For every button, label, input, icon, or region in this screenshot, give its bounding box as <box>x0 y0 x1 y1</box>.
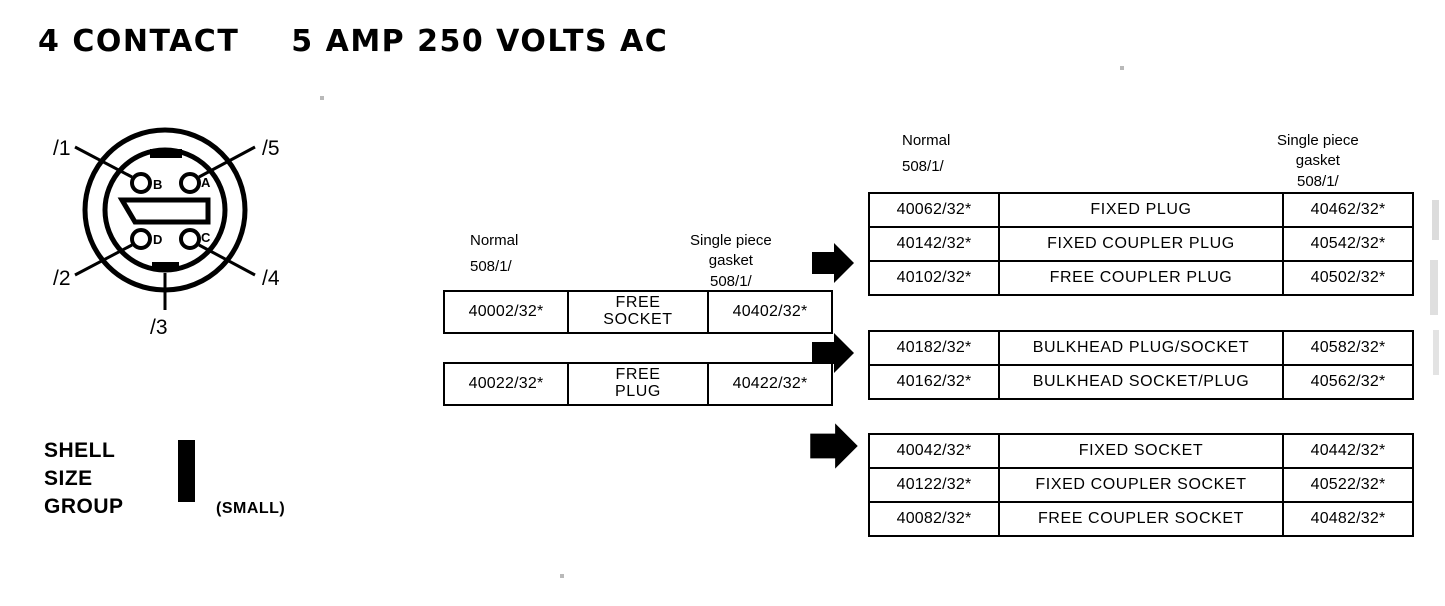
free-plug-desc-line2: PLUG <box>615 383 661 400</box>
right-single-code: 508/1/ <box>1297 172 1339 190</box>
socket-row-1-normal: 40122/32* <box>869 468 999 502</box>
table-row <box>444 291 832 333</box>
plug-row-2-single: 40502/32* <box>1283 261 1413 295</box>
svg-text:/4: /4 <box>262 267 280 290</box>
table-row <box>869 261 1413 295</box>
bulkhead-row-0-normal: 40182/32* <box>869 331 999 365</box>
shell-size-note: (SMALL) <box>216 500 286 517</box>
svg-text:/3: /3 <box>150 316 168 339</box>
bulkhead-row-1-normal: 40162/32* <box>869 365 999 399</box>
scan-artifact <box>1432 200 1439 240</box>
shell-line-3: GROUP <box>44 494 124 518</box>
plug-row-1-normal: 40142/32* <box>869 227 999 261</box>
svg-text:D: D <box>153 232 163 247</box>
right-normal-label: Normal <box>902 132 951 149</box>
title-part-rating: 5 AMP 250 VOLTS AC <box>291 24 669 59</box>
free-plug-table <box>443 362 833 406</box>
scan-artifact <box>560 574 564 578</box>
plugs-table <box>868 192 1414 296</box>
arrow-to-bulkhead-icon <box>810 330 856 376</box>
plug-row-1-desc: FIXED COUPLER PLUG <box>999 227 1283 261</box>
plug-row-2-desc: FREE COUPLER PLUG <box>999 261 1283 295</box>
bulkhead-row-1-single: 40562/32* <box>1283 365 1413 399</box>
connector-svg <box>40 105 370 355</box>
shell-line-1: SHELL <box>44 439 116 462</box>
table-row <box>444 363 832 405</box>
page-title <box>38 24 668 59</box>
plug-row-0-desc: FIXED PLUG <box>999 193 1283 227</box>
right-single-gasket-header <box>1277 131 1359 192</box>
middle-normal-code: 508/1/ <box>470 258 512 276</box>
socket-row-1-single: 40522/32* <box>1283 468 1413 502</box>
socket-row-0-desc: FIXED SOCKET <box>999 434 1283 468</box>
middle-single-gasket-header <box>690 231 772 292</box>
middle-normal-header <box>470 231 518 278</box>
middle-normal-label: Normal <box>470 232 519 249</box>
title-part-contact: 4 CONTACT <box>38 24 240 59</box>
plug-row-0-single: 40462/32* <box>1283 193 1413 227</box>
table-row <box>869 227 1413 261</box>
shell-line-2: SIZE <box>44 466 93 490</box>
connector-face-diagram <box>40 105 370 355</box>
table-row <box>869 365 1413 399</box>
svg-text:B: B <box>153 177 163 192</box>
free-socket-desc <box>568 291 708 333</box>
bulkhead-row-1-desc: BULKHEAD SOCKET/PLUG <box>999 365 1283 399</box>
scan-artifact <box>320 96 324 100</box>
arrow-to-plugs-icon <box>810 240 856 286</box>
svg-text:/5: /5 <box>262 137 280 160</box>
scan-artifact <box>1120 66 1124 70</box>
free-plug-desc-line1: FREE <box>615 366 661 384</box>
free-socket-normal-code: 40002/32* <box>444 291 568 333</box>
right-single-label: Single piece <box>1277 132 1359 149</box>
shell-size-bar-icon <box>178 440 195 502</box>
middle-single-label2: gasket <box>708 252 753 270</box>
free-plug-single-code: 40422/32* <box>708 363 832 405</box>
middle-single-code: 508/1/ <box>710 272 752 290</box>
middle-single-label: Single piece <box>690 232 772 249</box>
socket-row-0-single: 40442/32* <box>1283 434 1413 468</box>
scan-artifact <box>1430 260 1438 315</box>
table-row <box>869 193 1413 227</box>
plug-row-2-normal: 40102/32* <box>869 261 999 295</box>
bulkhead-row-0-desc: BULKHEAD PLUG/SOCKET <box>999 331 1283 365</box>
right-normal-header <box>902 131 950 178</box>
socket-row-1-desc: FIXED COUPLER SOCKET <box>999 468 1283 502</box>
free-socket-table <box>443 290 833 334</box>
table-row <box>869 331 1413 365</box>
table-row <box>869 434 1413 468</box>
free-plug-desc <box>568 363 708 405</box>
arrow-to-sockets-icon <box>808 420 854 466</box>
free-socket-desc-line2: SOCKET <box>603 311 673 328</box>
bulkhead-row-0-single: 40582/32* <box>1283 331 1413 365</box>
table-row <box>869 468 1413 502</box>
table-row <box>869 502 1413 536</box>
free-plug-normal-code: 40022/32* <box>444 363 568 405</box>
right-single-label2: gasket <box>1295 152 1340 170</box>
socket-row-2-normal: 40082/32* <box>869 502 999 536</box>
svg-text:/2: /2 <box>53 267 71 290</box>
socket-row-0-normal: 40042/32* <box>869 434 999 468</box>
free-socket-single-code: 40402/32* <box>708 291 832 333</box>
plug-row-1-single: 40542/32* <box>1283 227 1413 261</box>
plug-row-0-normal: 40062/32* <box>869 193 999 227</box>
bulkhead-table <box>868 330 1414 400</box>
socket-row-2-desc: FREE COUPLER SOCKET <box>999 502 1283 536</box>
free-socket-desc-line1: FREE <box>615 294 661 312</box>
shell-size-group-label <box>44 437 124 521</box>
svg-text:/1: /1 <box>53 137 71 160</box>
scan-artifact <box>1433 330 1439 375</box>
socket-row-2-single: 40482/32* <box>1283 502 1413 536</box>
sockets-table <box>868 433 1414 537</box>
right-normal-code: 508/1/ <box>902 158 944 176</box>
svg-text:A: A <box>201 175 211 190</box>
svg-text:C: C <box>201 230 211 245</box>
